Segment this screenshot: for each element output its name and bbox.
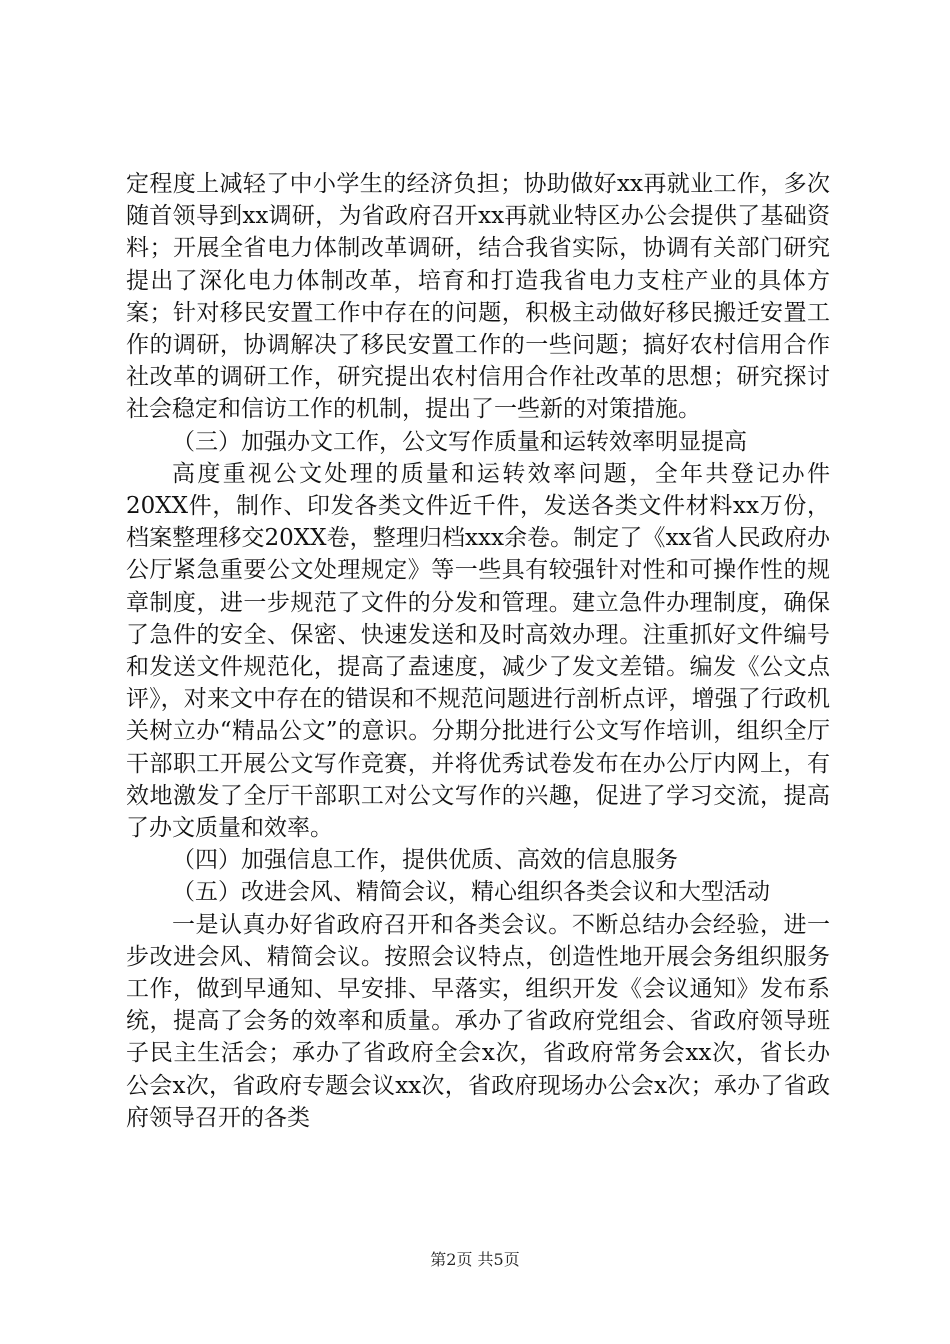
page-number-footer: 第2页 共5页 [430, 1250, 520, 1269]
paragraph-document-handling: 高度重视公文处理的质量和运转效率问题，全年共登记办件20XX件，制作、印发各类文件近千件，发送各类文件材料xx万份，档案整理移交20XX卷，整理归档xxx余卷。制定了《xx省人民政府办公厅紧急重要公文处理规定》等一些具有较强针对性和可操作性的规章制度，进一步规范了文件的分发和管理。建立急件办理制度，确保了急件的安全、保密、快速发送和及时高效办理。注重抓好文件编号和发送文件规范化，提高了盍速度，减少了发文差错。编发《公文点评》，对来文中存在的错误和不规范问题进行剖析点评，增强了行政机关树立办“精品公文”的意识。分期分批进行公文写作培训，组织全厅干部职工开展公文写作竞赛，并将优秀试卷发布在办公厅内网上，有效地激发了全厅干部职工对公文写作的兴趣，促进了学习交流，提高了办文质量和效率。 [126, 460, 830, 842]
paragraph-meetings: 一是认真办好省政府召开和各类会议。不断总结办会经验，进一步改进会风、精简会议。按照会议特点，创造性地开展会务组织服务工作，做到早通知、早安排、早落实，组织开发《会议通知》发布系统，提高了会务的效率和质量。承办了省政府党组会、省政府领导班子民主生活会；承办了省政府全会x次，省政府常务会xx次，省长办公会x次，省政府专题会议xx次，省政府现场办公会x次；承办了省政府领导召开的各类 [126, 911, 830, 1131]
section-heading-5: （五）改进会风、精简会议，精心组织各类会议和大型活动 [172, 879, 770, 906]
document-body [126, 168, 830, 1134]
section-heading-3: （三）加强办文工作，公文写作质量和运转效率明显提高 [172, 428, 747, 455]
section-heading-4: （四）加强信息工作，提供优质、高效的信息服务 [172, 847, 678, 874]
paragraph-continued: 定程度上减轻了中小学生的经济负担；协助做好xx再就业工作，多次随首领导到xx调研，为省政府召开xx再就业特区办公会提供了基础资料；开展全省电力体制改革调研，结合我省实际，协调有关部门研究提出了深化电力体制改革，培育和打造我省电力支柱产业的具体方案；针对移民安置工作中存在的问题，积极主动做好移民搬迁安置工作的调研，协调解决了移民安置工作的一些问题；搞好农村信用合作社改革的调研工作，研究提出农村信用合作社改革的思想；研究探讨社会稳定和信访工作的机制，提出了一些新的对策措施。 [126, 171, 830, 423]
